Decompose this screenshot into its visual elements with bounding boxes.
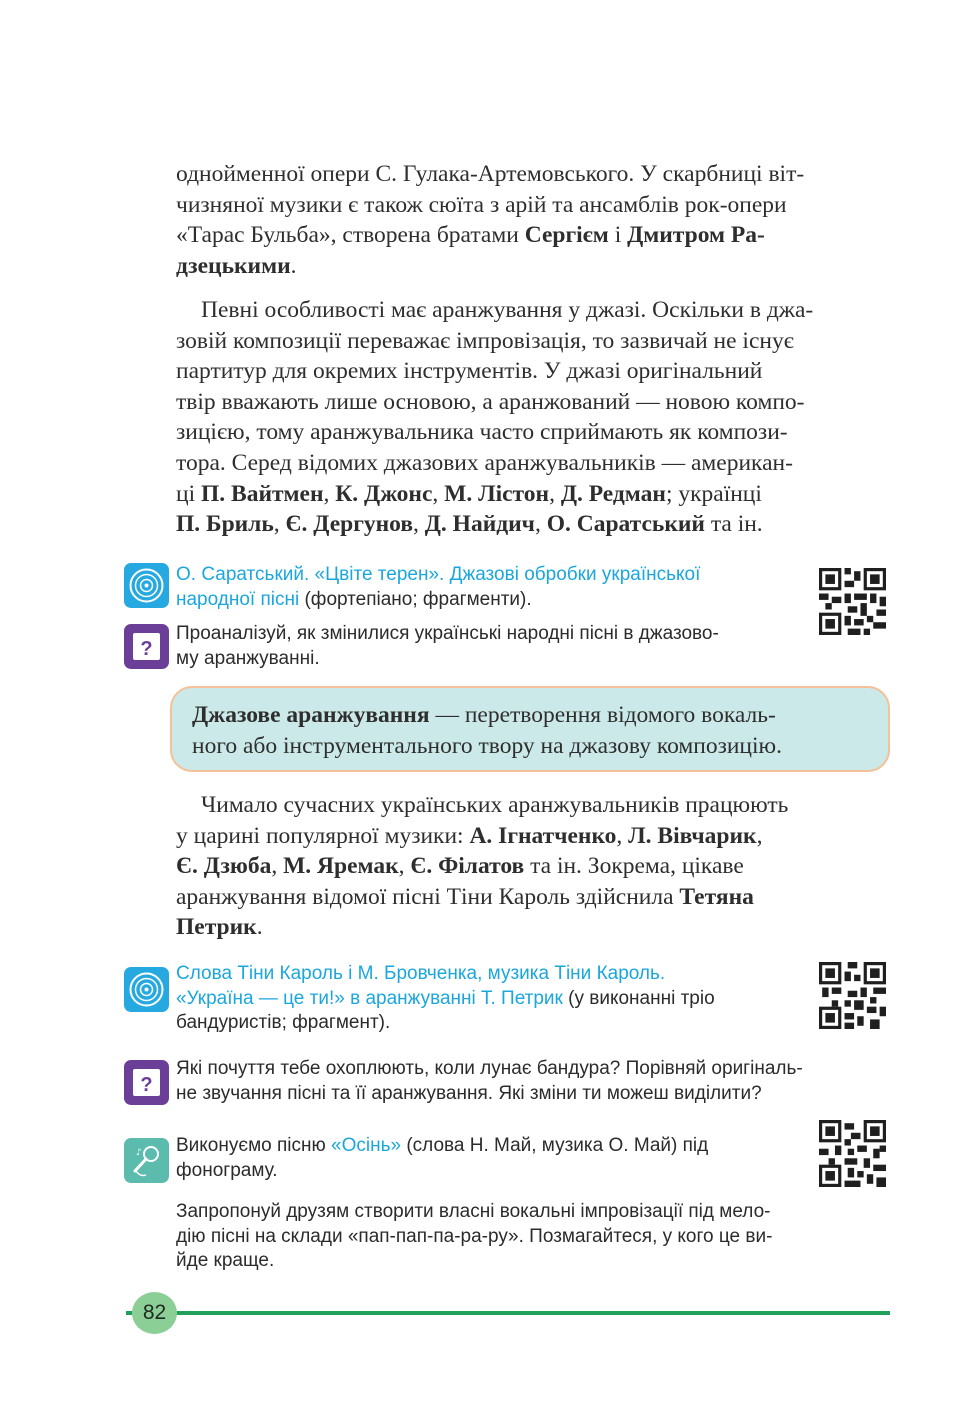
question-mark-icon (124, 624, 169, 669)
qr-code-icon[interactable] (819, 962, 886, 1029)
question-analyze-jazz: Проаналізуй, як змінилися українські народні пісні в джазово- му аранжуванні. (176, 623, 719, 669)
listen-item-ukraine: Слова Тіни Кароль і М. Бровченка, музика Тіни Кароль. «Україна — це ти!» в аранжуванні Т. Петрик (у виконанні тріо бандуристів; фрагмент). (176, 963, 715, 1033)
question-mark-icon (124, 1060, 169, 1105)
paragraph-pop-arrangers: Чимало сучасних українських аранжувальників працюють у царині популярної музики: А. Ігнатченко, Л. Вівчарик, Є. Дзюба, М. Яремак, Є. Філатов та ін. Зокрема, цікаве аранжування відомої пісні Тіни Кароль здійснила Тетяна Петрик. (176, 792, 789, 941)
definition-box: Джазове аранжування — перетворення відомого вокаль- ного або інструментального твору на джазову композицію. (170, 686, 890, 772)
question-bandura: Які почуття тебе охоплюють, коли лунає бандура? Порівняй оригіналь- не звучання пісні та її аранжування. Які зміни ти можеш виділити? (176, 1058, 803, 1104)
svg-text:♪: ♪ (136, 1148, 142, 1158)
qr-code-icon[interactable] (819, 568, 886, 635)
improvisation-task: Запропонуй друзям створити власні вокальні імпровізації під мело- дію пісні на склади «пап-пап-па-ра-ру». Позмагайтеся, у кого це ви- йде краще. (176, 1201, 773, 1271)
svg-text:?: ? (140, 638, 153, 660)
listen-link-saratsky[interactable]: О. Саратський. «Цвіте терен». Джазові обробки української (176, 564, 701, 585)
listen-link-folk-song[interactable]: народної пісні (176, 588, 300, 610)
listen-item-saratsky: О. Саратський. «Цвіте терен». Джазові обробки української народної пісні (фортепіано; фрагменти). (176, 564, 701, 610)
qr-code-icon[interactable] (819, 1120, 886, 1187)
svg-text:?: ? (140, 1074, 153, 1096)
footer-divider (126, 1311, 890, 1315)
song-link-autumn[interactable]: «Осінь» (331, 1135, 402, 1156)
listen-disc-icon (124, 563, 169, 608)
page-number: 82 (132, 1292, 177, 1334)
listen-link-karol[interactable]: Слова Тіни Кароль і М. Бровченка, музика Тіни Кароль. (176, 963, 666, 984)
paragraph-jazz-arrangement: Певні особливості має аранжування у джазі. Оскільки в джа- зовій композиції переважає імпровізація, то зазвичай не існує партитур для окремих інструментів. У джазі оригінальний твір вважають лише основою, а аранжований — новою компо- зицією, тому аранжувальника часто сприймають як компози- тора. Серед відомих джазових аранжувальників — американ- ці П. Вайтмен, К. Джонс, М. Лістон, Д. Редман; українці П. Бриль, Є. Дергунов, Д. Найдич, О. Саратський та ін. (176, 297, 814, 538)
microphone-icon (124, 1138, 169, 1183)
sing-autumn-task: Виконуємо пісню «Осінь» (слова Н. Май, музика О. Май) під фонограму. (176, 1135, 709, 1181)
listen-disc-icon (124, 967, 169, 1012)
listen-link-ukraine-song[interactable]: «Україна — це ти!» в аранжуванні Т. Петрик (176, 987, 563, 1009)
paragraph-opera-continuation: однойменної опери С. Гулака-Артемовського. У скарбниці віт- чизняної музики є також сюїта з арій та ансамблів рок-опери «Тарас Бульба», створена братами Сергієм і Дмитром Ра- дзецькими. (176, 161, 805, 279)
